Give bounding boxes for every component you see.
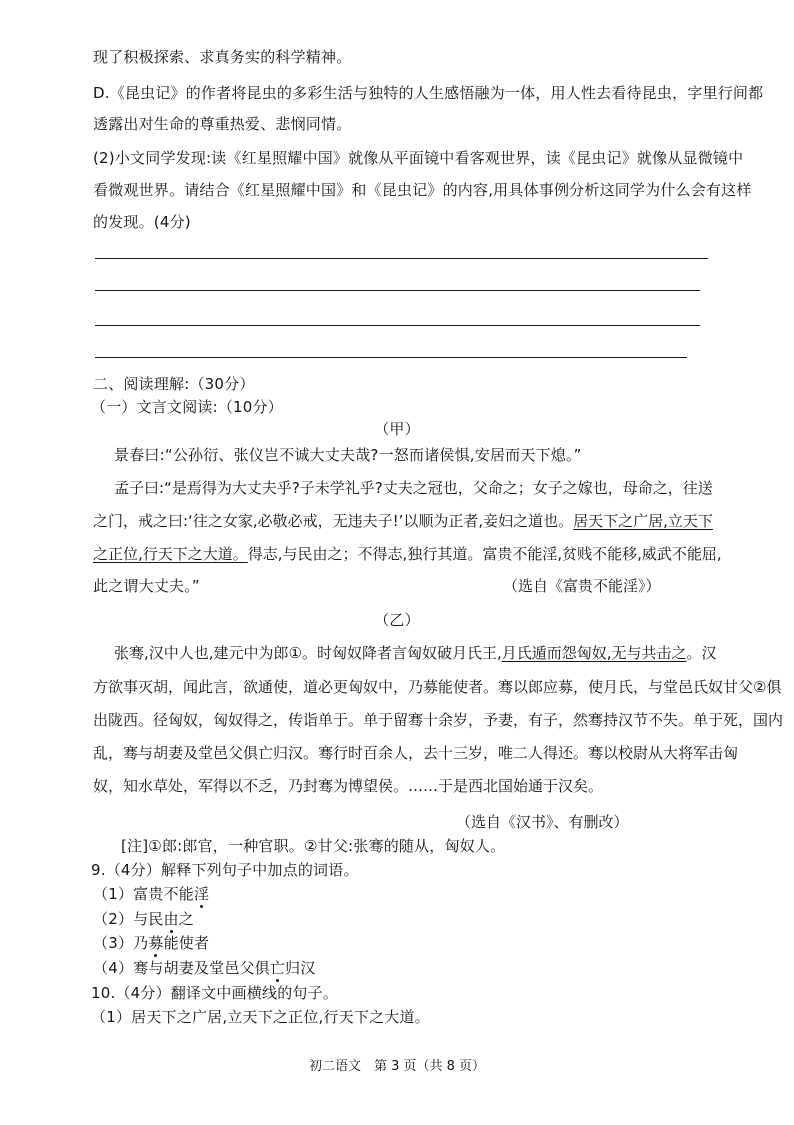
q9-item-3 bbox=[93, 933, 209, 953]
passage-jia-para-2-line-3 bbox=[93, 544, 722, 564]
section-2-title: 二、阅读理解:（30分） bbox=[93, 375, 255, 393]
option-d-line-1: D.《昆虫记》的作者将昆虫的多彩生活与独特的人生感悟融为一体，用人性去看待昆虫，字里行间都 bbox=[93, 84, 764, 102]
passage-jia-para-2-line-1: 孟子曰:“是焉得为大丈夫乎?子未学礼乎?丈夫之冠也，父命之；女子之嫁也，母命之，往送 bbox=[114, 479, 713, 497]
passage-yi-line-5: 奴，知水草处，军得以不乏，乃封骞为博望侯。……于是西北国始通于汉矣。 bbox=[93, 777, 604, 795]
answer-line-3[interactable] bbox=[95, 325, 700, 326]
passage-yi-text: 张骞,汉中人也,建元中为郎①。时匈奴降者言匈奴破月氏王, bbox=[114, 644, 502, 662]
q9-item-4 bbox=[93, 958, 316, 978]
passage-yi-line-4: 乱，骞与胡妻及堂邑父俱亡归汉。骞行时百余人，去十三岁，唯二人得还。骞以校尉从大将军击匈 bbox=[93, 744, 739, 762]
passage-jia-para-2-line-4: 此之谓大丈夫。” bbox=[93, 577, 200, 595]
option-d-line-2: 透露出对生命的尊重热爱、悲悯同情。 bbox=[93, 115, 352, 133]
q8-sub2-line-3: 的发现。(4分) bbox=[93, 213, 191, 231]
dotted-word-wang: 亡 bbox=[269, 959, 286, 977]
passage-yi-note: [注]①郎:郎官，一种官职。②甘父:张骞的随从，匈奴人。 bbox=[121, 837, 506, 855]
q9-item-4-text-end: 归汉 bbox=[285, 959, 316, 977]
page-footer: 初二语文 第 3 页（共 8 页） bbox=[308, 1059, 486, 1074]
q9-item-1-text: （1）富贵不能 bbox=[93, 885, 194, 903]
dotted-word-yin: 淫 bbox=[193, 885, 210, 903]
passage-yi-text: 。汉 bbox=[686, 644, 717, 662]
passage-jia-para-2-line-2 bbox=[93, 511, 713, 531]
underlined-sentence-yi: 月氏遁而怨匈奴,无与共击之 bbox=[501, 644, 687, 662]
answer-line-1[interactable] bbox=[95, 258, 708, 259]
q9-item-2-text: （2）与民 bbox=[93, 910, 164, 928]
dotted-word-mu: 募 bbox=[148, 934, 164, 952]
underlined-sentence-part-2: 之正位,行天下之大道。 bbox=[93, 545, 248, 563]
q8-sub2-line-1: (2)小文同学发现:读《红星照耀中国》就像从平面镜中看客观世界，读《昆虫记》就像从显微镜中 bbox=[93, 149, 744, 167]
q9-item-3-text-end: 能使者 bbox=[163, 934, 210, 952]
passage-jia-para-1: 景春曰:“公孙衍、张仪岂不诚大丈夫哉?一怒而诸侯惧,安居而天下熄。” bbox=[114, 446, 582, 464]
passage-yi-source: （选自《汉书》、有删改） bbox=[456, 813, 629, 831]
passage-jia-text: 得志,与民由之；不得志,独行其道。富贵不能淫,贫贱不能移,威武不能屈, bbox=[247, 545, 722, 563]
answer-line-4[interactable] bbox=[95, 357, 687, 358]
passage-jia-label: （甲） bbox=[374, 420, 420, 438]
option-c-continuation: 现了积极探索、求真务实的科学精神。 bbox=[93, 48, 352, 66]
passage-yi-label: （乙） bbox=[374, 611, 420, 629]
q10-item-1: （1）居天下之广居,立天下之正位,行天下之大道。 bbox=[91, 1008, 430, 1026]
underlined-sentence-part-1: 居天下之广居,立天下 bbox=[573, 512, 713, 530]
q10-stem: 10.（4分）翻译文中画横线的句子。 bbox=[91, 984, 338, 1002]
q8-sub2-line-2: 看微观世界。请结合《红星照耀中国》和《昆虫记》的内容,用具体事例分析这同学为什么会有这样 bbox=[93, 181, 752, 199]
q9-item-3-text: （3）乃 bbox=[93, 934, 149, 952]
part-1-title: （一）文言文阅读:（10分） bbox=[91, 398, 283, 416]
passage-jia-source: （选自《富贵不能淫》） bbox=[503, 577, 661, 595]
dotted-word-you: 由 bbox=[163, 910, 179, 928]
answer-line-2[interactable] bbox=[95, 290, 700, 291]
q9-item-2 bbox=[93, 909, 194, 929]
q9-item-1 bbox=[93, 884, 209, 904]
passage-jia-text: 之门，戒之曰:‘往之女家,必敬必戒，无违夫子!’以顺为正者,妾妇之道也。 bbox=[93, 512, 574, 530]
q9-stem: 9.（4分）解释下列句子中加点的词语。 bbox=[91, 861, 359, 879]
passage-yi-line-1 bbox=[114, 643, 717, 663]
q9-item-2-text-end: 之 bbox=[178, 910, 194, 928]
passage-yi-line-3: 出陇西。径匈奴，匈奴得之，传诣单于。单于留骞十余岁，予妻，有子，然骞持汉节不失。单于死，国内 bbox=[93, 711, 784, 729]
passage-yi-line-2: 方欲事灭胡，闻此言，欲通使，道必更匈奴中，乃募能使者。骞以郎应募，使月氏，与堂邑氏奴甘父②俱 bbox=[93, 678, 782, 696]
q9-item-4-text: （4）骞与胡妻及堂邑父俱 bbox=[93, 959, 270, 977]
